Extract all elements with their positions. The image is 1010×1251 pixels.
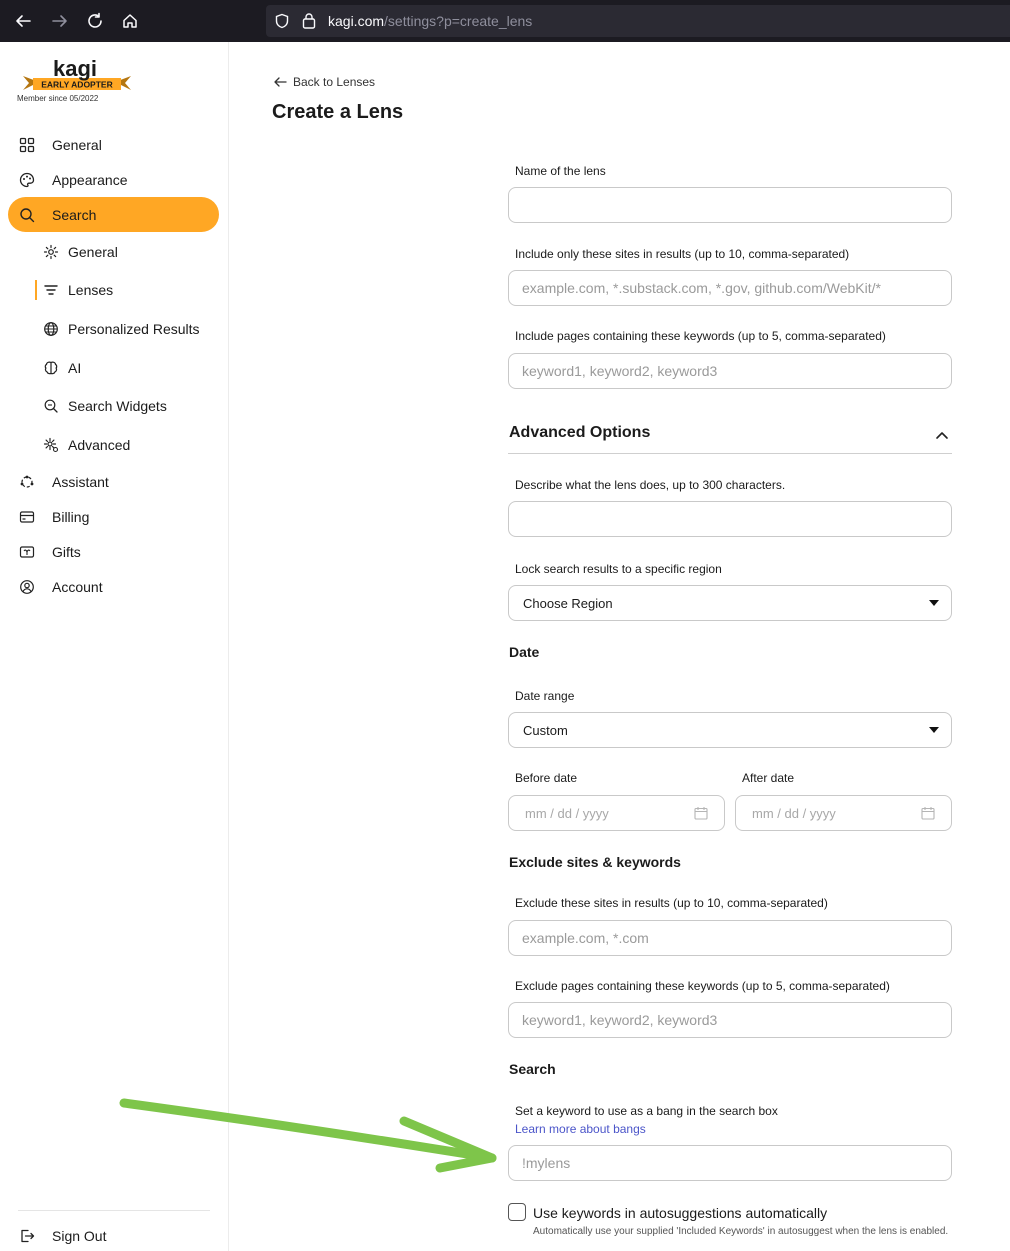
sidebar-subitem-lenses[interactable] [34, 272, 219, 307]
lens-name-label: Name of the lens [515, 164, 606, 178]
sidebar-item-label: Search [52, 206, 97, 223]
filter-icon [42, 281, 60, 299]
date-range-select-value: Custom [523, 722, 568, 738]
sidebar-item-label: Appearance [52, 171, 128, 188]
sidebar-divider [18, 1210, 210, 1211]
after-date-placeholder: mm / dd / yyyy [752, 805, 836, 821]
gear-icon [42, 243, 60, 261]
autosuggest-checkbox[interactable] [508, 1203, 526, 1221]
back-arrow-icon[interactable] [11, 9, 35, 33]
member-since: Member since 05/2022 [17, 94, 99, 103]
address-bar[interactable] [266, 5, 1010, 37]
describe-label: Describe what the lens does, up to 300 characters. [515, 478, 786, 492]
sidebar-subitem-label: Advanced [68, 436, 131, 453]
sidebar-subitem-label: Personalized Results [68, 320, 200, 337]
lens-name-input[interactable] [508, 187, 952, 223]
sidebar-item-billing[interactable] [8, 499, 219, 534]
exclude-keywords-label: Exclude pages containing these keywords (up to 5, comma-separated) [515, 979, 890, 993]
user-icon [18, 578, 36, 596]
include-sites-input[interactable] [508, 270, 952, 306]
page-title: Create a Lens [272, 101, 404, 123]
chevron-up-icon[interactable] [934, 428, 950, 442]
search-widget-icon [42, 397, 60, 415]
include-sites-label: Include only these sites in results (up to 10, comma-separated) [515, 247, 850, 261]
sidebar-item-label: Gifts [52, 543, 81, 560]
back-link-label: Back to Lenses [293, 75, 376, 89]
grid-icon [18, 136, 36, 154]
url-path: /settings?p=create_lens [384, 13, 533, 29]
caret-down-icon [929, 727, 939, 733]
settings-sidebar [0, 42, 229, 1251]
url-text[interactable] [328, 13, 532, 29]
before-date-placeholder: mm / dd / yyyy [525, 805, 609, 821]
lock-icon[interactable] [302, 12, 316, 34]
region-select-value: Choose Region [523, 595, 613, 611]
advanced-gear-icon [42, 436, 60, 454]
logo-text: kagi [53, 56, 98, 81]
region-select[interactable] [508, 585, 952, 621]
before-date-label: Before date [515, 771, 578, 785]
sign-out-label: Sign Out [52, 1227, 107, 1244]
after-date-input[interactable] [735, 795, 952, 831]
sidebar-item-label: Account [52, 578, 103, 595]
gift-icon [18, 543, 36, 561]
early-adopter-badge: EARLY ADOPTER [41, 79, 113, 90]
browser-toolbar [0, 0, 1010, 42]
advanced-options-divider [508, 453, 952, 454]
sidebar-item-label: Billing [52, 508, 90, 525]
caret-down-icon [929, 600, 939, 606]
date-range-label: Date range [515, 689, 575, 703]
card-icon [18, 508, 36, 526]
url-host: kagi.com [328, 13, 385, 29]
before-date-input[interactable] [508, 795, 725, 831]
learn-more-bangs-link[interactable]: Learn more about bangs [515, 1122, 646, 1136]
advanced-options-heading[interactable]: Advanced Options [509, 424, 651, 441]
sign-out-icon [18, 1227, 36, 1245]
exclude-keywords-input[interactable] [508, 1002, 952, 1038]
bang-input[interactable] [508, 1145, 952, 1181]
search-icon [18, 206, 36, 224]
sidebar-item-search[interactable] [8, 197, 219, 232]
shield-icon[interactable] [274, 13, 290, 34]
sidebar-subitem-label: General [68, 243, 118, 260]
reload-icon[interactable] [83, 9, 107, 33]
sidebar-item-assistant[interactable] [8, 464, 219, 499]
exclude-heading: Exclude sites & keywords [509, 854, 681, 870]
search-heading: Search [509, 1061, 556, 1077]
sidebar-subitem-advanced[interactable] [34, 427, 219, 462]
sidebar-item-label: Assistant [52, 473, 109, 490]
calendar-icon[interactable] [921, 806, 935, 820]
sidebar-subitem-label: Search Widgets [68, 397, 167, 414]
sidebar-item-general[interactable] [8, 127, 219, 162]
sidebar-item-gifts[interactable] [8, 534, 219, 569]
back-to-lenses-link[interactable] [273, 75, 375, 89]
sidebar-subitem-search-widgets[interactable] [34, 388, 219, 423]
sign-out-button[interactable] [8, 1218, 219, 1251]
date-heading: Date [509, 644, 540, 660]
exclude-sites-label: Exclude these sites in results (up to 10, comma-separated) [515, 896, 828, 910]
after-date-label: After date [742, 771, 795, 785]
sidebar-item-label: General [52, 136, 102, 153]
sidebar-item-appearance[interactable] [8, 162, 219, 197]
sidebar-subitem-label: Lenses [68, 281, 114, 298]
autosuggest-help-text: Automatically use your supplied 'Included Keywords' in autosuggest when the lens is enabled. [533, 1226, 949, 1237]
sidebar-subitem-general[interactable] [34, 234, 219, 269]
include-keywords-label: Include pages containing these keywords (up to 5, comma-separated) [515, 329, 886, 343]
sidebar-subitem-ai[interactable] [34, 350, 219, 385]
sidebar-subitem-label: AI [68, 359, 82, 376]
globe-icon [42, 320, 60, 338]
exclude-sites-input[interactable] [508, 920, 952, 956]
describe-input[interactable] [508, 501, 952, 537]
calendar-icon[interactable] [694, 806, 708, 820]
bang-label: Set a keyword to use as a bang in the search box [515, 1104, 778, 1118]
forward-arrow-icon[interactable] [48, 9, 72, 33]
autosuggest-label[interactable]: Use keywords in autosuggestions automatically [533, 1205, 828, 1221]
back-arrow-icon [273, 76, 287, 88]
include-keywords-input[interactable] [508, 353, 952, 389]
sidebar-subitem-personalized-results[interactable] [34, 311, 219, 346]
brain-icon [42, 359, 60, 377]
sidebar-item-account[interactable] [8, 569, 219, 604]
palette-icon [18, 171, 36, 189]
assistant-icon [18, 473, 36, 491]
home-icon[interactable] [118, 9, 142, 33]
date-range-select[interactable] [508, 712, 952, 748]
region-label: Lock search results to a specific region [515, 562, 722, 576]
